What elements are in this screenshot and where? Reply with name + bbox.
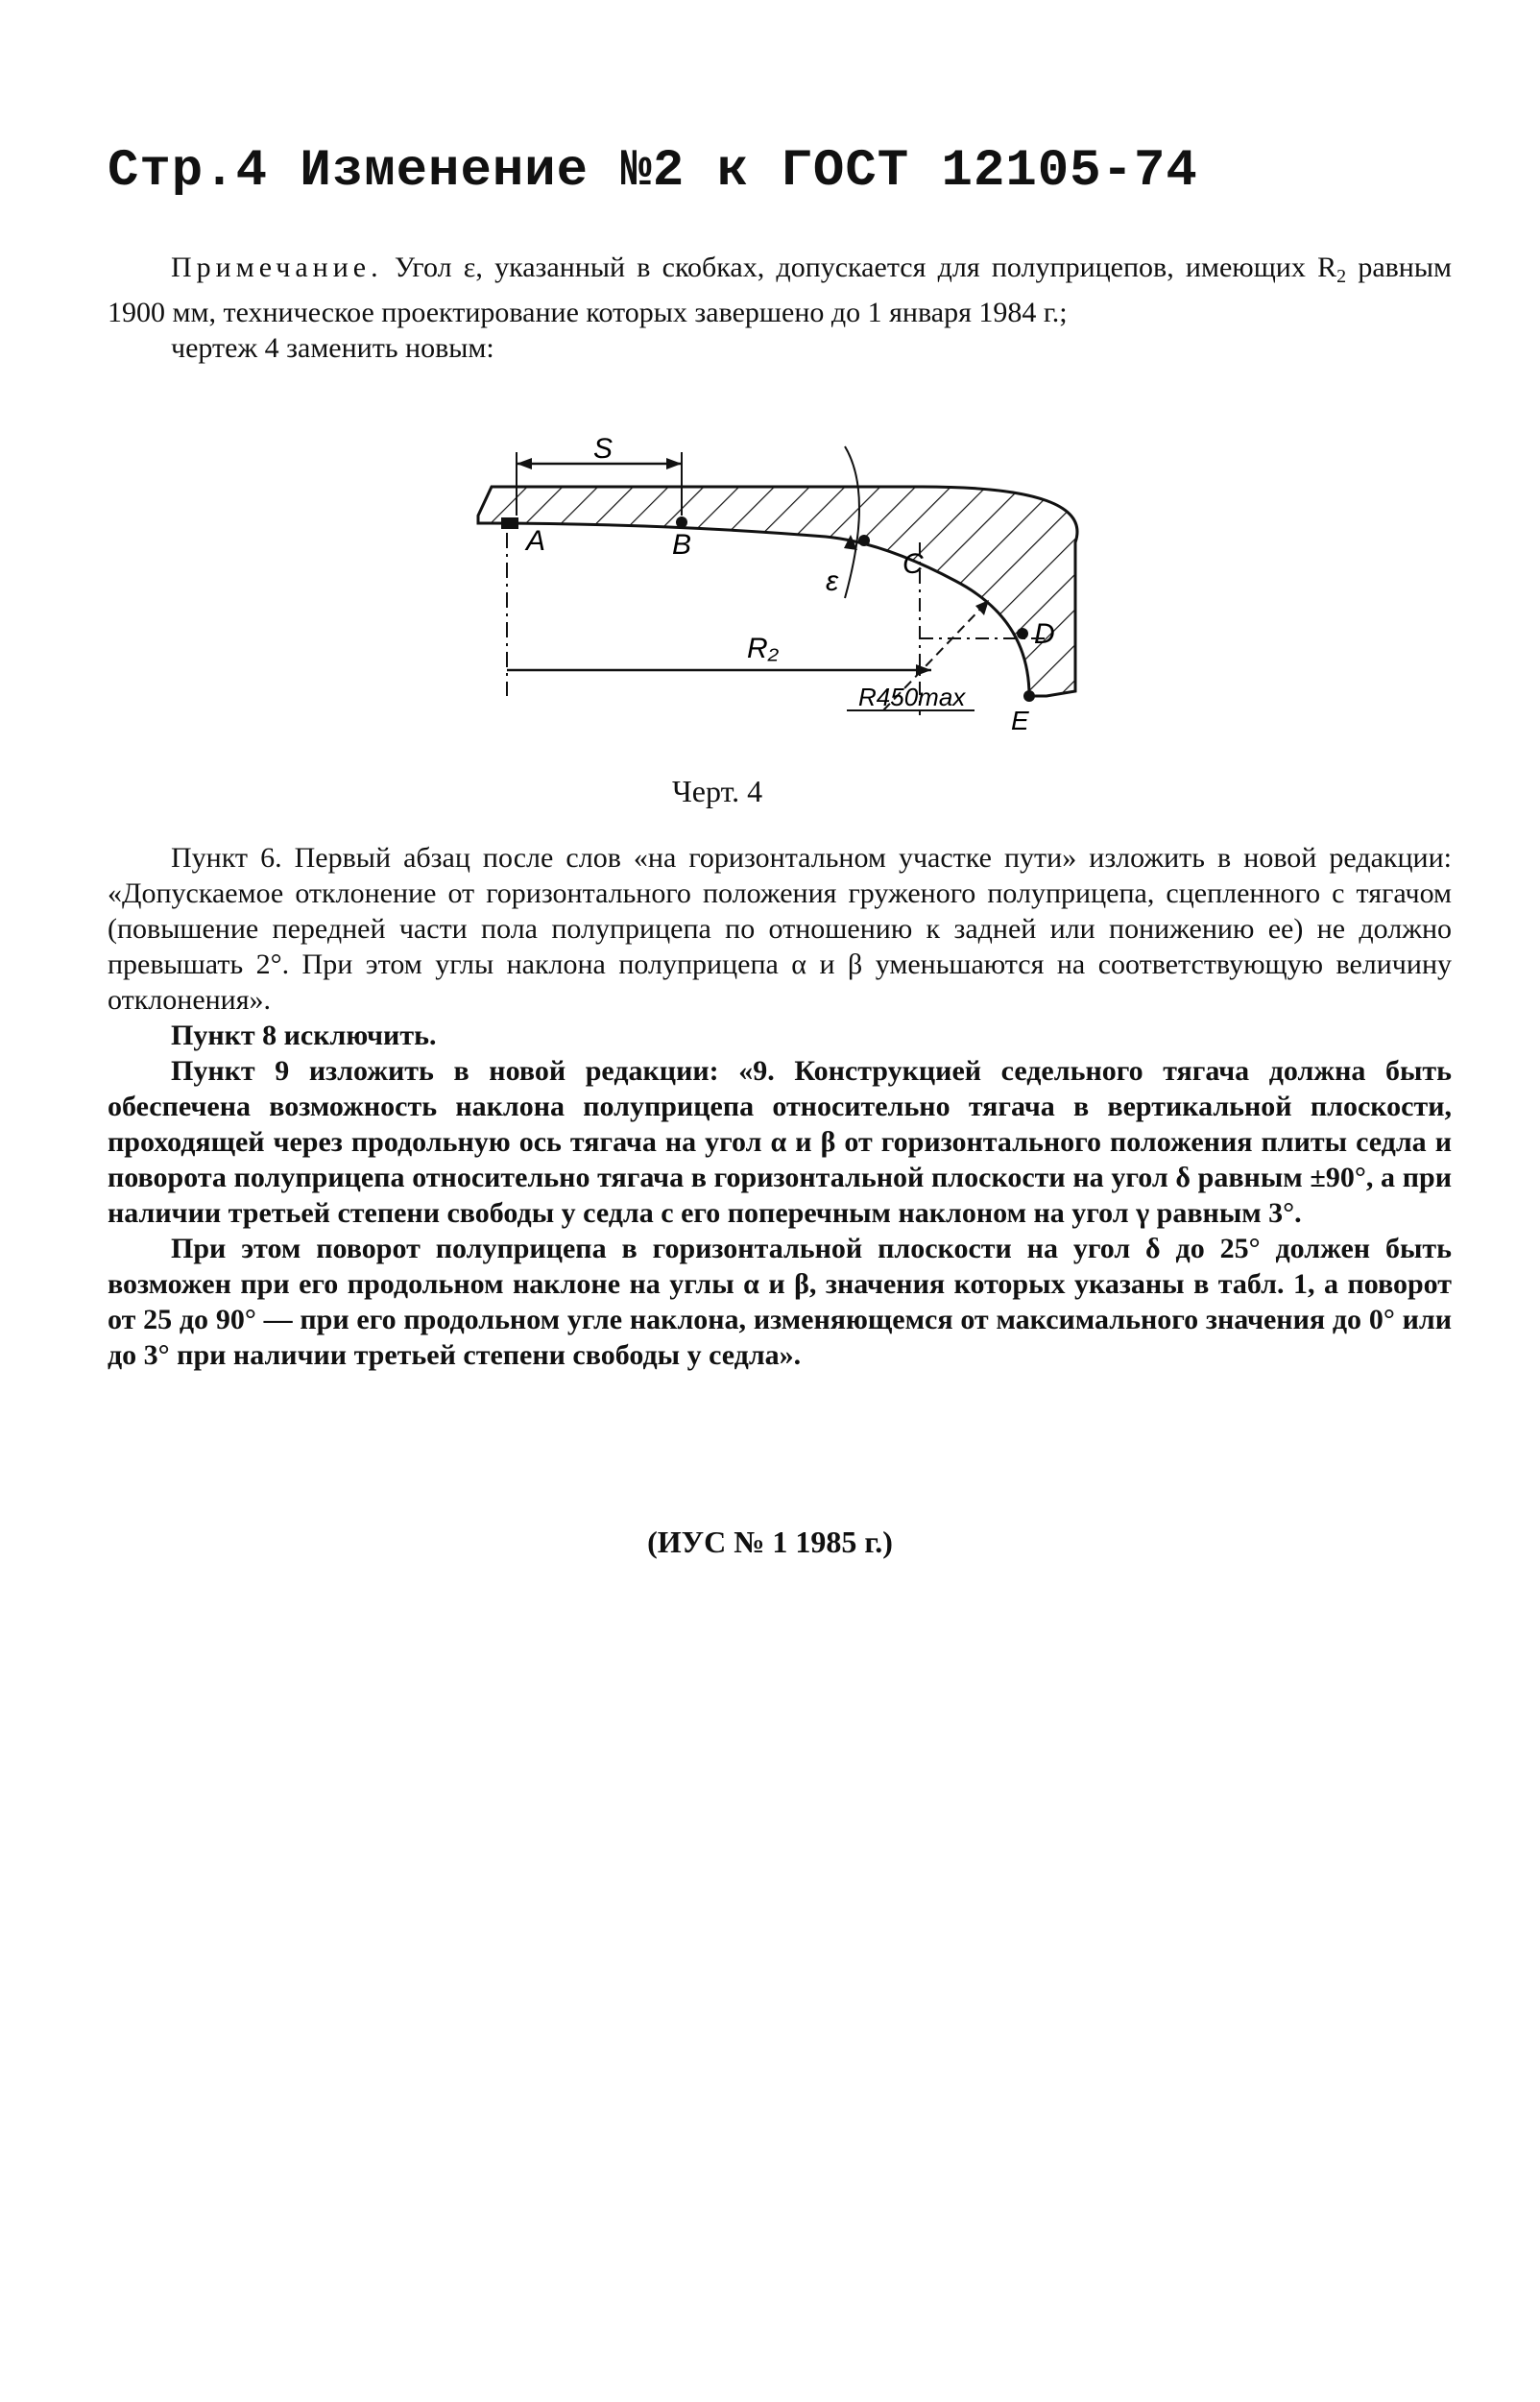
dimension-arrow <box>666 458 682 469</box>
floor-profile-section <box>478 487 1077 696</box>
label-d: D <box>1034 618 1055 650</box>
label-b: B <box>672 529 692 561</box>
label-a: A <box>526 525 546 557</box>
paragraph-punkt-6: Пункт 6. Первый абзац после слов «на горизонтальном участке пути» изложить в новой редакции: «Допускаемое отклонение от горизонтального положения груженого полуприцепа, сцепленного с тягачом (повышение передней части пола полуприцепа по отношению к задней или понижению ее) не должно превышать 2°. При этом углы наклона полуприцепа α и β уменьшаются на соответствующую величину отклонения». <box>108 842 1452 1016</box>
drawing-4 <box>470 437 1085 754</box>
paragraph-rotation: При этом поворот полуприцепа в горизонтальной плоскости на угол δ до 25° должен быть возможен при его продольном наклоне на углы α и β, значения которых указаны в табл. 1, а поворот от 25 до 90° — при его продольном угле наклона, изменяющемся от максимального значения до 0° или до 3° при наличии третьей степени свободы у седла». <box>108 1233 1452 1371</box>
page-title: Стр.4 Изменение №2 к ГОСТ 12105-74 <box>108 142 1198 201</box>
label-s: S <box>593 437 614 465</box>
paragraph-punkt-8: Пункт 8 исключить. <box>171 1020 437 1051</box>
ius-reference: (ИУС № 1 1985 г.) <box>647 1525 893 1559</box>
dimension-arrow <box>517 458 532 469</box>
point-c <box>858 535 870 546</box>
body-text <box>108 840 1452 1373</box>
note-subscript: 2 <box>1336 266 1347 287</box>
note-text-2: равным 1900 мм, техническое проектирование которых завершено до 1 января 1984 г.; <box>108 252 1452 328</box>
label-e: E <box>1011 706 1029 735</box>
point-e <box>1023 690 1035 702</box>
label-epsilon: ε <box>826 565 839 597</box>
figure-caption: Черт. 4 <box>672 774 763 808</box>
label-c: C <box>902 548 924 580</box>
paragraph-punkt-9: Пункт 9 изложить в новой редакции: «9. Конструкцией седельного тягача должна быть обеспечена возможность наклона полуприцепа относительно тягача в вертикальной плоскости, проходящей через продольную ось тягача на угол α и β от горизонтального положения плиты седла и поворота полуприцепа относительно тягача в горизонтальной плоскости на угол δ равным ±90°, а при наличии третьей степени свободы у седла с его поперечным наклоном на угол γ равным 3°. <box>108 1055 1452 1229</box>
note-block <box>108 250 1452 366</box>
label-r450: R450max <box>858 683 966 711</box>
note-label: Примечание. <box>171 252 383 283</box>
radius-arrow <box>975 600 989 615</box>
note-text-1: Угол ε, указанный в скобках, допускается для полуприцепов, имеющих R <box>382 252 1337 283</box>
replace-drawing-line: чертеж 4 заменить новым: <box>171 332 494 364</box>
note-paragraph <box>108 250 1452 330</box>
point-a-marker <box>501 517 518 529</box>
point-b <box>676 516 687 528</box>
label-r2: R₂ <box>747 633 780 664</box>
